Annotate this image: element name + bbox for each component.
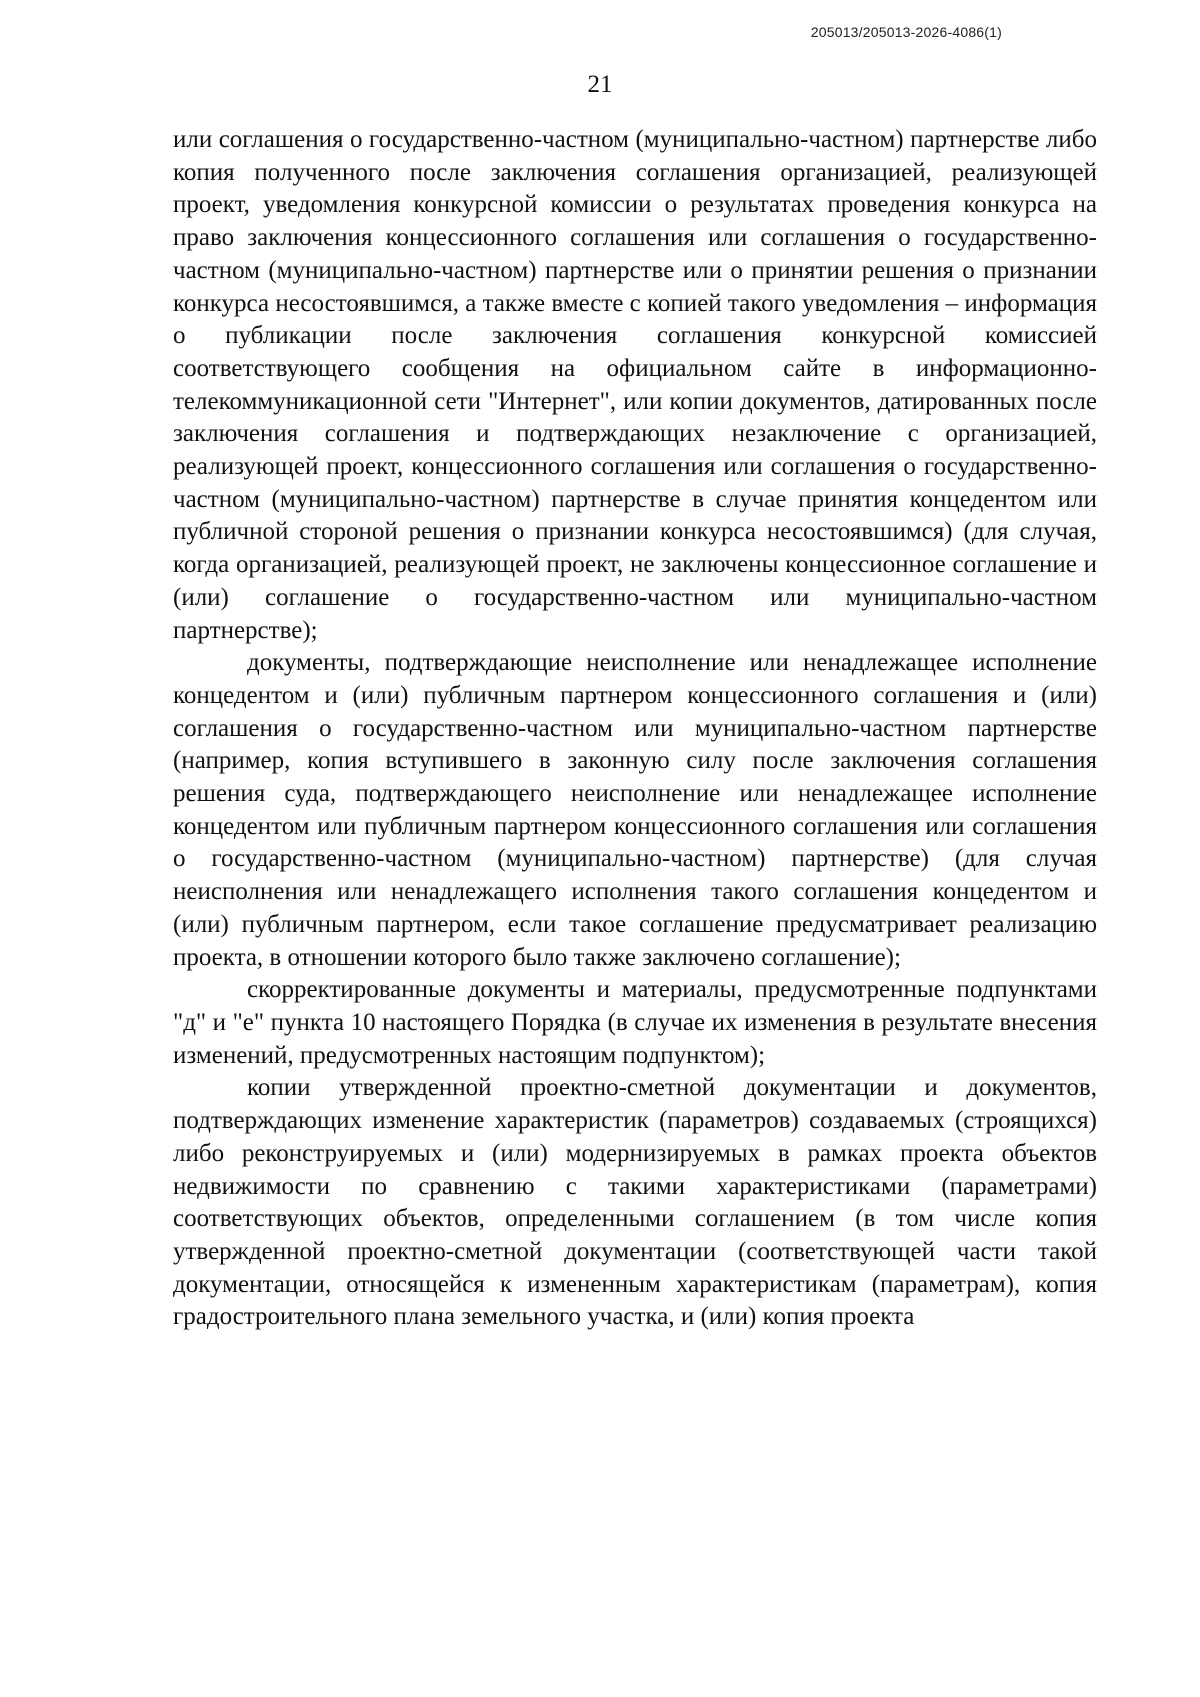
paragraph: скорректированные документы и материалы, предусмотренные подпунктами "д" и "е" пункта 10 настоящего Порядка (в случае их изменения в результате внесения изменений, предусмотренных настоящим подпунктом); [173, 976, 1097, 1069]
paragraph-continuation: или соглашения о государственно-частном (муниципально-частном) партнерстве либо копия полученного после заключения соглашения организацией, реализующей проект, уведомления конкурсной комиссии о результатах проведения конкурса на право заключения концессионного соглашения или соглашения о государственно-частном (муниципально-частном) партнерстве или о принятии решения о признании конкурса несостоявшимся, а также вместе с копией такого уведомления – информация о публикации после заключения соглашения конкурсной комиссией соответствующего сообщения на официальном сайте в информационно-телекоммуникационной сети "Интернет", или копии документов, датированных после заключения соглашения и подтверждающих незаключение с организацией, реализующей проект, концессионного соглашения или соглашения о государственно-частном (муниципально-частном) партнерстве в случае принятия концедентом или публичной стороной решения о признании конкурса несостоявшимся) (для случая, когда организацией, реализующей проект, не заключены концессионное соглашение и (или) соглашение о государственно-частном или муниципально-частном партнерстве); [173, 126, 1097, 644]
document-id: 205013/205013-2026-4086(1) [810, 24, 1002, 40]
body-text [173, 124, 1097, 1334]
page-number: 21 [587, 71, 613, 98]
paragraph: копии утвержденной проектно-сметной документации и документов, подтверждающих изменение характеристик (параметров) создаваемых (строящихся) либо реконструируемых и (или) модернизируемых в рамках проекта объектов недвижимости по сравнению с такими характеристиками (параметрами) соответствующих объектов, определенными соглашением (в том числе копия утвержденной проектно-сметной документации (соответствующей части такой документации, относящейся к измененным характеристикам (параметрам), копия градостроительного плана земельного участка, и (или) копия проекта [173, 1074, 1097, 1331]
paragraph: документы, подтверждающие неисполнение или ненадлежащее исполнение концедентом и (или) публичным партнером концессионного соглашения и (или) соглашения о государственно-частном или муниципально-частном партнерстве (например, копия вступившего в законную силу после заключения соглашения решения суда, подтверждающего неисполнение или ненадлежащее исполнение концедентом или публичным партнером концессионного соглашения или соглашения о государственно-частном (муниципально-частном) партнерстве) (для случая неисполнения или ненадлежащего исполнения такого соглашения концедентом и (или) публичным партнером, если такое соглашение предусматривает реализацию проекта, в отношении которого было также заключено соглашение); [173, 649, 1097, 971]
